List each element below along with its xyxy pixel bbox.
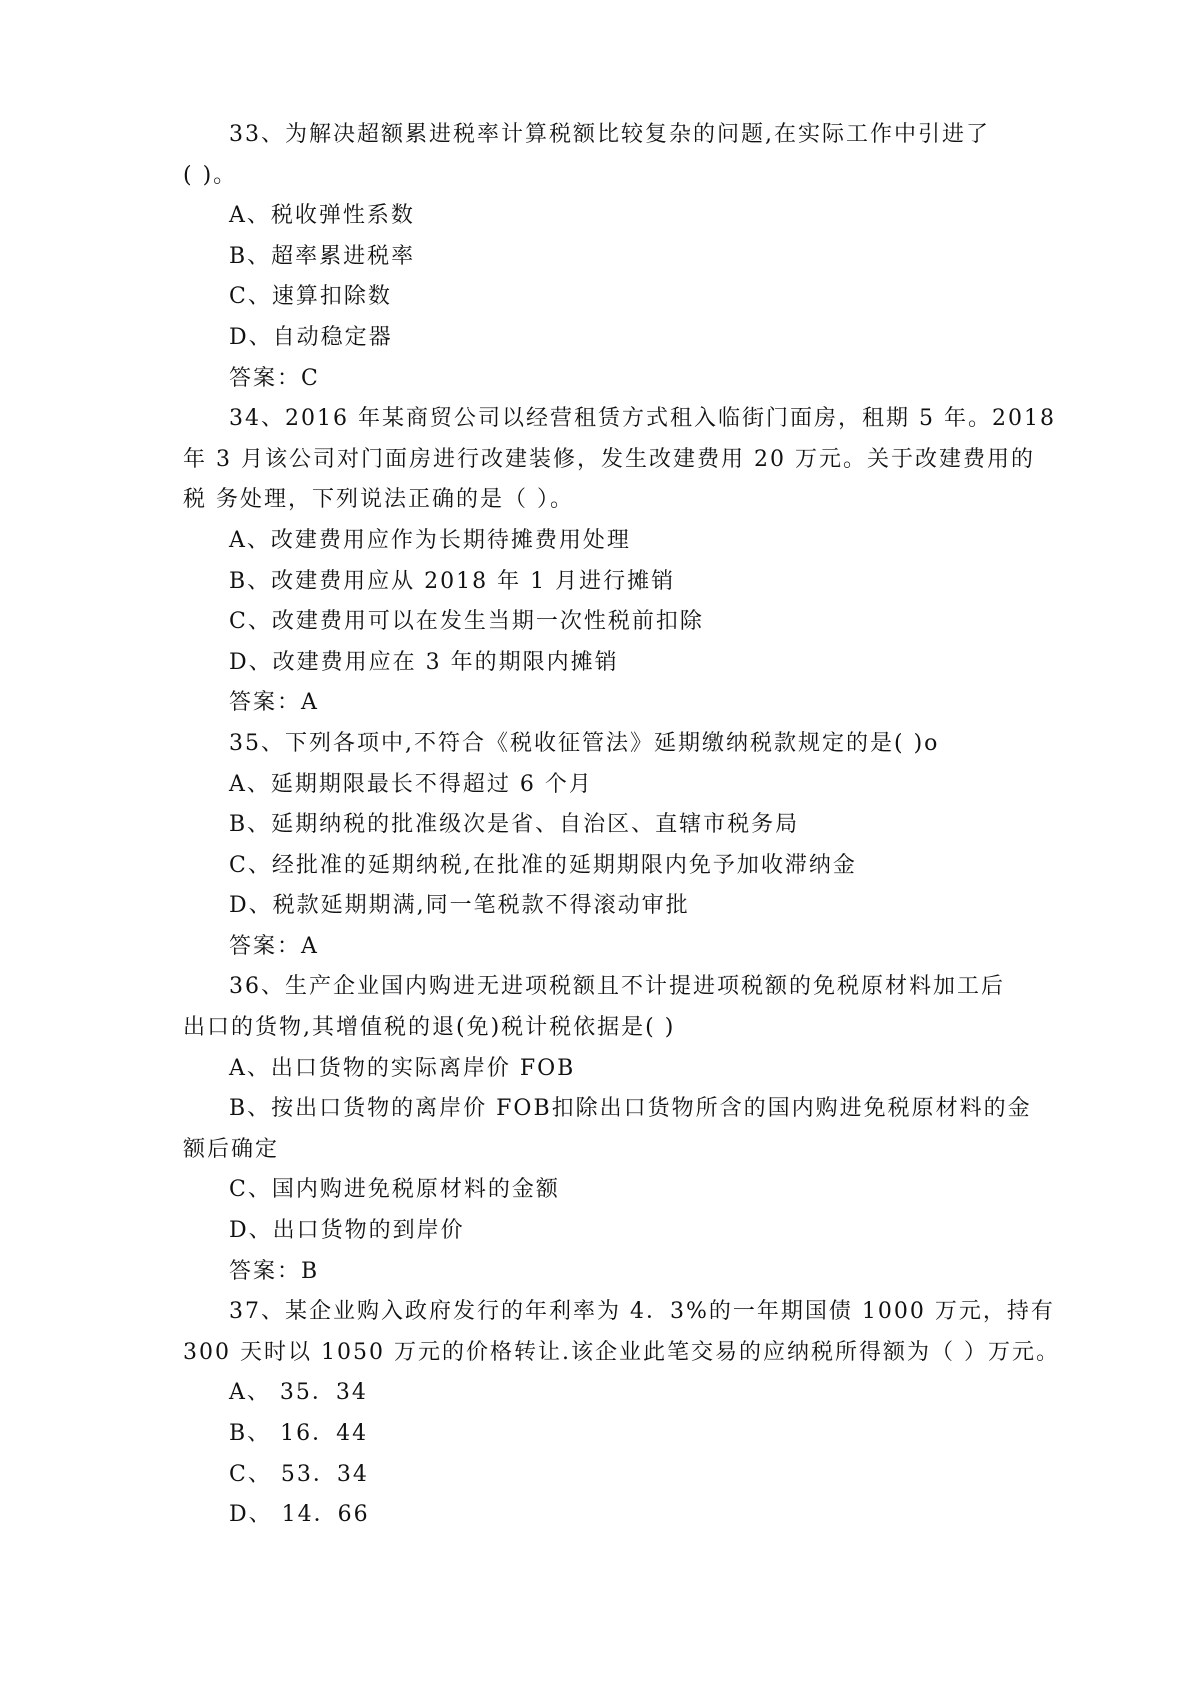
option-b: B、按出口货物的离岸价 FOB扣除出口货物所含的国内购进免税原材料的金 [229,1096,1032,1122]
answer: 答案：B [229,1258,320,1284]
question-stem: 35、下列各项中,不符合《税收征管法》延期缴纳税款规定的是( )o [229,730,940,756]
question-33 [183,115,1043,399]
option-a: A、改建费用应作为长期待摊费用处理 [229,527,631,553]
option-d: D、 14．66 [229,1502,370,1528]
question-stem: 36、生产企业国内购进无进项税额且不计提进项税额的免税原材料加工后 [229,974,1005,1000]
document-content [183,115,1060,1536]
question-stem: 年 3 月该公司对门面房进行改建装修，发生改建费用 20 万元。关于改建费用的 [183,446,1035,472]
question-stem: 税 务处理，下列说法正确的是（ ）。 [183,487,574,513]
option-b: B、改建费用应从 2018 年 1 月进行摊销 [229,568,676,594]
question-stem: 37、某企业购入政府发行的年利率为 4．3%的一年期国债 1000 万元，持有 [229,1299,1055,1325]
question-stem: ( )。 [183,162,238,188]
answer: 答案：C [229,365,320,391]
question-35 [183,724,1043,968]
option-c: C、国内购进免税原材料的金额 [229,1177,560,1203]
option-b-continued: 额后确定 [183,1136,280,1162]
option-d: D、改建费用应在 3 年的期限内摊销 [229,649,619,675]
option-d: D、出口货物的到岸价 [229,1218,465,1244]
question-stem: 300 天时以 1050 万元的价格转让.该企业此笔交易的应纳税所得额为（ ）万元。 [183,1339,1060,1365]
question-36 [183,967,1043,1292]
question-stem: 33、为解决超额累进税率计算税额比较复杂的问题,在实际工作中引进了 [229,122,990,147]
option-b: B、 16．44 [229,1421,369,1446]
option-a: A、延期期限最长不得超过 6 个月 [229,771,593,797]
answer: 答案：A [229,933,319,959]
option-b: B、超率累进税率 [229,243,416,269]
option-c: C、经批准的延期纳税,在批准的延期期限内免予加收滞纳金 [229,852,857,878]
option-c: C、速算扣除数 [229,284,392,310]
question-34 [183,399,1056,724]
question-stem: 34、2016 年某商贸公司以经营租赁方式租入临街门面房，租期 5 年。2018 [229,406,1056,432]
option-c: C、 53．34 [229,1461,369,1487]
option-a: A、 35．34 [229,1380,368,1406]
option-d: D、自动稳定器 [229,324,393,350]
option-b: B、延期纳税的批准级次是省、自治区、直辖市税务局 [229,812,800,838]
option-d: D、税款延期期满,同一笔税款不得滚动审批 [229,893,690,919]
option-a: A、出口货物的实际离岸价 FOB [229,1055,576,1081]
answer: 答案：A [229,690,319,716]
question-stem: 出口的货物,其增值税的退(免)税计税依据是( ) [183,1015,676,1041]
option-c: C、改建费用可以在发生当期一次性税前扣除 [229,609,704,635]
option-a: A、税收弹性系数 [229,203,415,229]
question-37 [183,1292,1060,1536]
